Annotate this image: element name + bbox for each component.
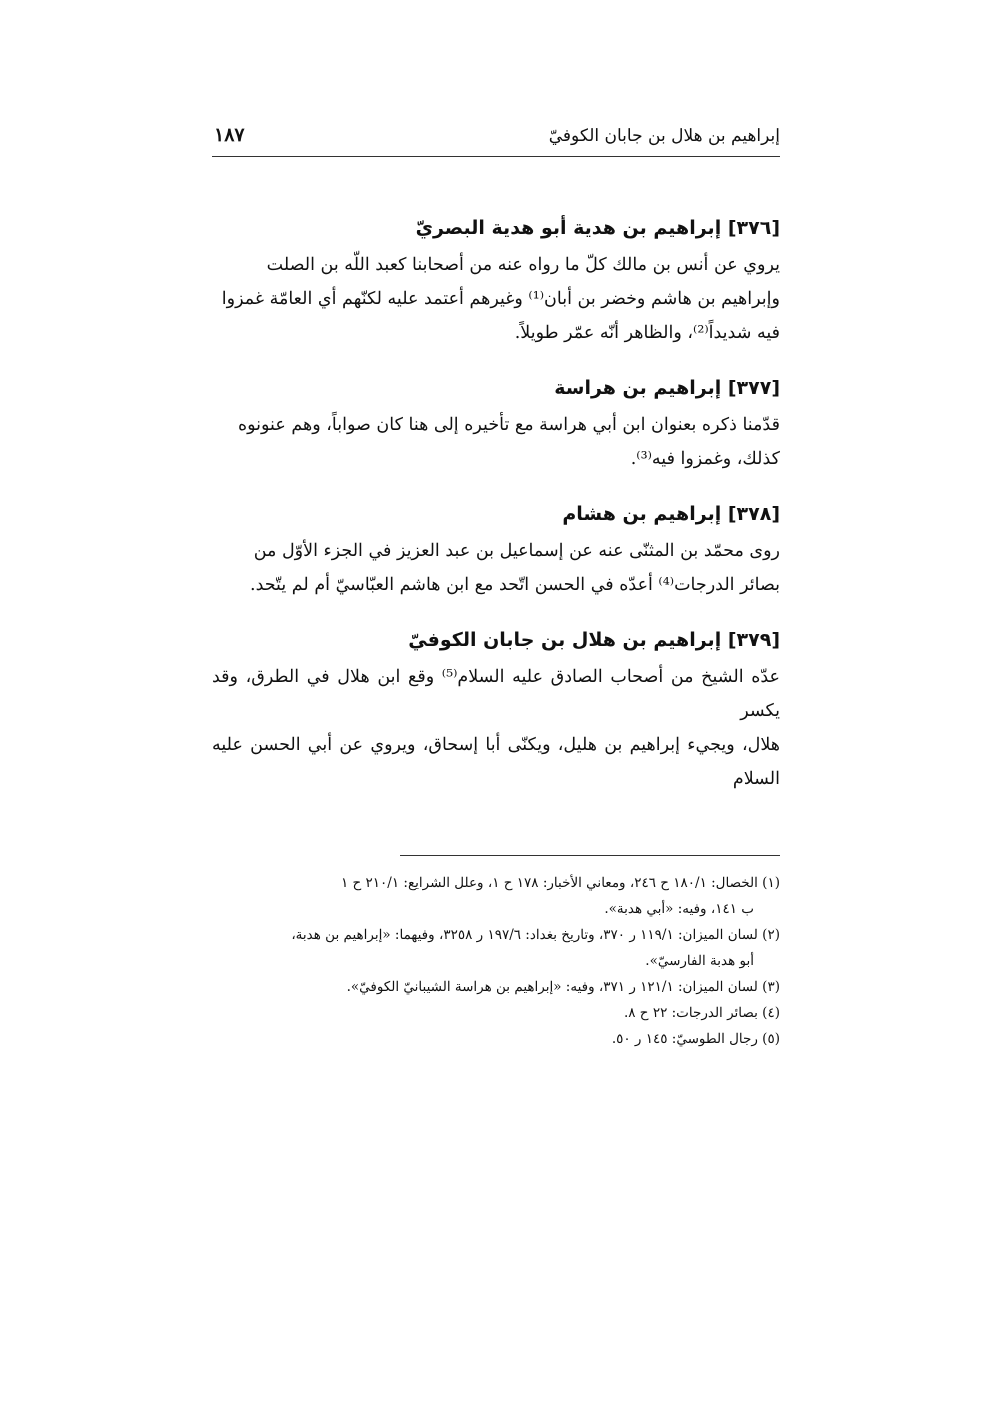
main-text — [212, 208, 780, 796]
footnote-3 — [212, 974, 780, 1000]
footnote-5 — [212, 1026, 780, 1052]
footnote-2 — [212, 922, 780, 974]
entry-line: قدّمنا ذكره بعنوان ابن أبي هراسة مع تأخيره إلى هنا كان صواباً، وهم عنونوه — [237, 415, 780, 435]
entry-line: عدّه الشيخ من أصحاب الصادق عليه السلام⁽⁵⁾ وقع ابن هلال في الطرق، وقد يكسر — [212, 667, 780, 721]
entry-377 — [212, 368, 780, 476]
entry-line: روى محمّد بن المثنّى عنه عن إسماعيل بن عبد العزيز في الجزء الأوّل من — [253, 541, 780, 561]
footnote-text: (١) الخصال: ١٨٠/١ ح ٢٤٦، ومعاني الأخبار: ١٧٨ ح ١، وعلل الشرايع: ٢١٠/١ ح ١ — [340, 875, 780, 891]
footnote-text: (٥) رجال الطوسيّ: ١٤٥ ر ٥٠. — [611, 1031, 780, 1047]
entry-heading: [٣٧٦] إبراهيم بن هدية أبو هدية البصريّ — [415, 217, 780, 239]
entry-heading: [٣٧٨] إبراهيم بن هشام — [562, 503, 780, 525]
footnote-text: (٢) لسان الميزان: ١١٩/١ ر ٣٧٠، وتاريخ بغداد: ١٩٧/٦ ر ٣٢٥٨، وفيهما: «إبراهيم بن هدبة، — [291, 927, 780, 943]
entry-line: يروي عن أنس بن مالك كلّ ما رواه عنه من أصحابنا كعبد اللّه بن الصلت — [266, 255, 780, 275]
entry-line: وإبراهيم بن هاشم وخضر بن أبان⁽¹⁾ وغيرهم أعتمد عليه لكنّهم أي العامّة غمزوا — [221, 289, 780, 309]
entry-line: هلال، ويجيء إبراهيم بن هليل، ويكنّى أبا إسحاق، ويروي عن أبي الحسن عليه السلام — [212, 735, 780, 789]
footnote-separator — [400, 855, 780, 856]
footnote-text: (٣) لسان الميزان: ١٢١/١ ر ٣٧١، وفيه: «إبراهيم بن هراسة الشيبانيّ الكوفيّ». — [346, 979, 780, 995]
footnote-continuation: ب ١٤١، وفيه: «أبي هدبة». — [604, 901, 754, 917]
running-title: إبراهيم بن هلال بن جابان الكوفيّ — [548, 126, 780, 146]
entry-379 — [212, 620, 780, 796]
entry-line: كذلك، وغمزوا فيه⁽³⁾. — [630, 449, 780, 469]
entry-line: بصائر الدرجات⁽⁴⁾ أعدّه في الحسن اتّحد مع ابن هاشم العبّاسيّ أم لم يتّحد. — [250, 575, 780, 595]
footnote-4 — [212, 1000, 780, 1026]
entry-heading: [٣٧٩] إبراهيم بن هلال بن جابان الكوفيّ — [408, 629, 780, 651]
entry-376 — [212, 208, 780, 350]
footnote-1 — [212, 870, 780, 922]
entry-378 — [212, 494, 780, 602]
entry-line: فيه شديداً⁽²⁾، والظاهر أنّه عمّر طويلاً. — [514, 323, 780, 343]
entry-heading: [٣٧٧] إبراهيم بن هراسة — [554, 377, 780, 399]
footnotes — [212, 870, 780, 1052]
running-header — [212, 120, 780, 157]
page-number: ١٨٧ — [214, 124, 245, 146]
footnote-continuation: أبو هدبة الفارسيّ». — [645, 953, 754, 969]
footnote-text: (٤) بصائر الدرجات: ٢٢ ح ٨. — [623, 1005, 780, 1021]
